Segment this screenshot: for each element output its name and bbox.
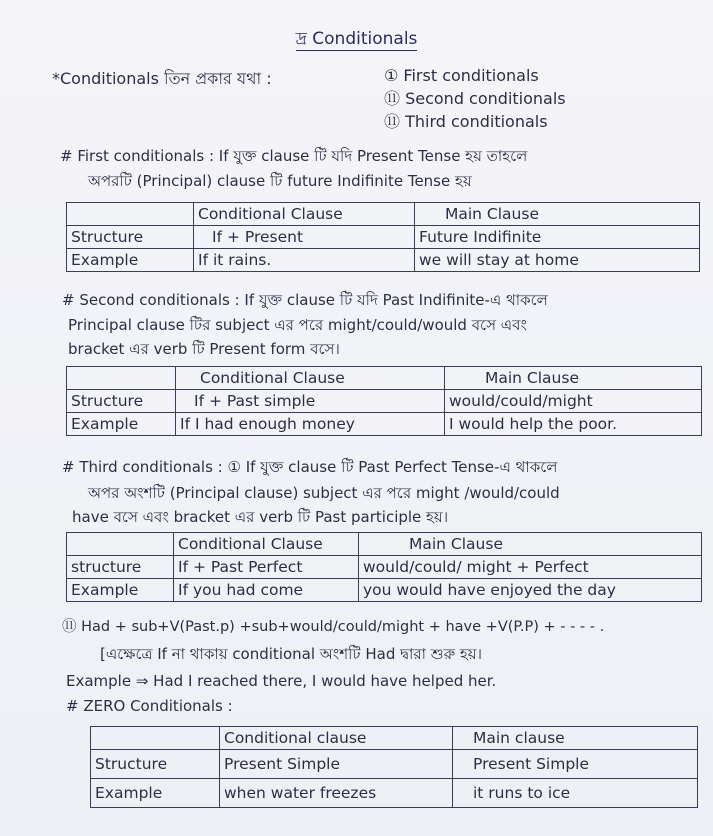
table-row [67,390,702,413]
third-conditional-table [66,532,702,602]
table-cell: If it rains. [194,249,415,272]
second-description-1: Principal clause টির subject এর পরে might/could/would বসে এবং [68,316,527,334]
intro-lead: *Conditionals তিন প্রকার যথা : [52,69,272,88]
third-rule-two: ⑪ Had + sub+V(Past.p) +sub+would/could/might + have +V(P.P) + - - - - . [62,619,605,635]
table-cell [91,727,220,750]
table-header-cell: Main Clause [359,533,702,556]
zero-conditional-table [90,726,698,808]
table-cell: you would have enjoyed the day [359,579,702,602]
table-row [67,413,702,436]
second-heading: # Second conditionals : If যুক্ত clause টি যদি Past Indifinite-এ থাকলে [62,291,548,309]
table-cell: If you had come [174,579,359,602]
table-row [67,556,702,579]
table-cell: it runs to ice [453,779,698,808]
table-header-row [67,367,702,390]
table-row [91,779,698,808]
table-cell [67,367,176,390]
table-cell: when water freezes [220,779,453,808]
table-header-cell: Main Clause [445,367,702,390]
table-cell: Structure [67,390,176,413]
table-cell: Structure [91,750,220,779]
table-cell: would/could/might [445,390,702,413]
first-description: অপরটি (Principal) clause টি future Indifinite Tense হয় [88,172,472,190]
table-cell: If I had enough money [176,413,445,436]
second-description-2: bracket এর verb টি Present form বসে। [68,340,340,358]
third-description-2: have বসে এবং bracket এর verb টি Past participle হয়। [72,508,449,526]
table-cell: Example [91,779,220,808]
table-cell [67,533,174,556]
second-conditional-table [66,366,702,436]
table-row [91,750,698,779]
table-header-cell: Main Clause [415,203,700,226]
page-title: দ্র Conditionals [295,29,418,49]
table-cell: Example [67,579,174,602]
table-cell: we will stay at home [415,249,700,272]
table-cell: I would help the poor. [445,413,702,436]
table-row [67,226,700,249]
type-item: ⑪ Third conditionals [384,112,548,131]
table-header-cell: Conditional Clause [194,203,415,226]
third-note: [এক্ষেত্রে If না থাকায় conditional অংশটি Had দ্বারা শুরু হয়। [100,645,483,663]
table-header-row [91,727,698,750]
type-item: ⑪ Second conditionals [384,89,566,108]
third-example: Example ⇒ Had I reached there, I would have helped her. [66,672,497,690]
table-cell: would/could/ might + Perfect [359,556,702,579]
first-heading: # First conditionals : If যুক্ত clause টি যদি Present Tense হয় তাহলে [60,147,528,165]
table-cell: Future Indifinite [415,226,700,249]
table-cell: Structure [67,226,194,249]
table-cell: Example [67,413,176,436]
first-conditional-table [66,202,700,272]
table-cell: Example [67,249,194,272]
table-header-cell: Conditional Clause [174,533,359,556]
third-description-1: অপর অংশটি (Principal clause) subject এর পরে might /would/could [88,484,560,502]
table-cell: If + Past simple [176,390,445,413]
table-cell [67,203,194,226]
table-cell: If + Present [194,226,415,249]
table-header-row [67,203,700,226]
table-cell: structure [67,556,174,579]
table-header-cell: Main clause [453,727,698,750]
table-header-row [67,533,702,556]
table-cell: Present Simple [453,750,698,779]
table-header-cell: Conditional Clause [176,367,445,390]
table-row [67,249,700,272]
table-row [67,579,702,602]
third-heading: # Third conditionals : ① If যুক্ত clause টি Past Perfect Tense-এ থাকলে [62,458,558,476]
table-cell: Present Simple [220,750,453,779]
type-item: ① First conditionals [384,66,539,85]
zero-heading: # ZERO Conditionals : [66,697,233,715]
table-header-cell: Conditional clause [220,727,453,750]
conditional-types-list [384,64,566,133]
table-cell: If + Past Perfect [174,556,359,579]
